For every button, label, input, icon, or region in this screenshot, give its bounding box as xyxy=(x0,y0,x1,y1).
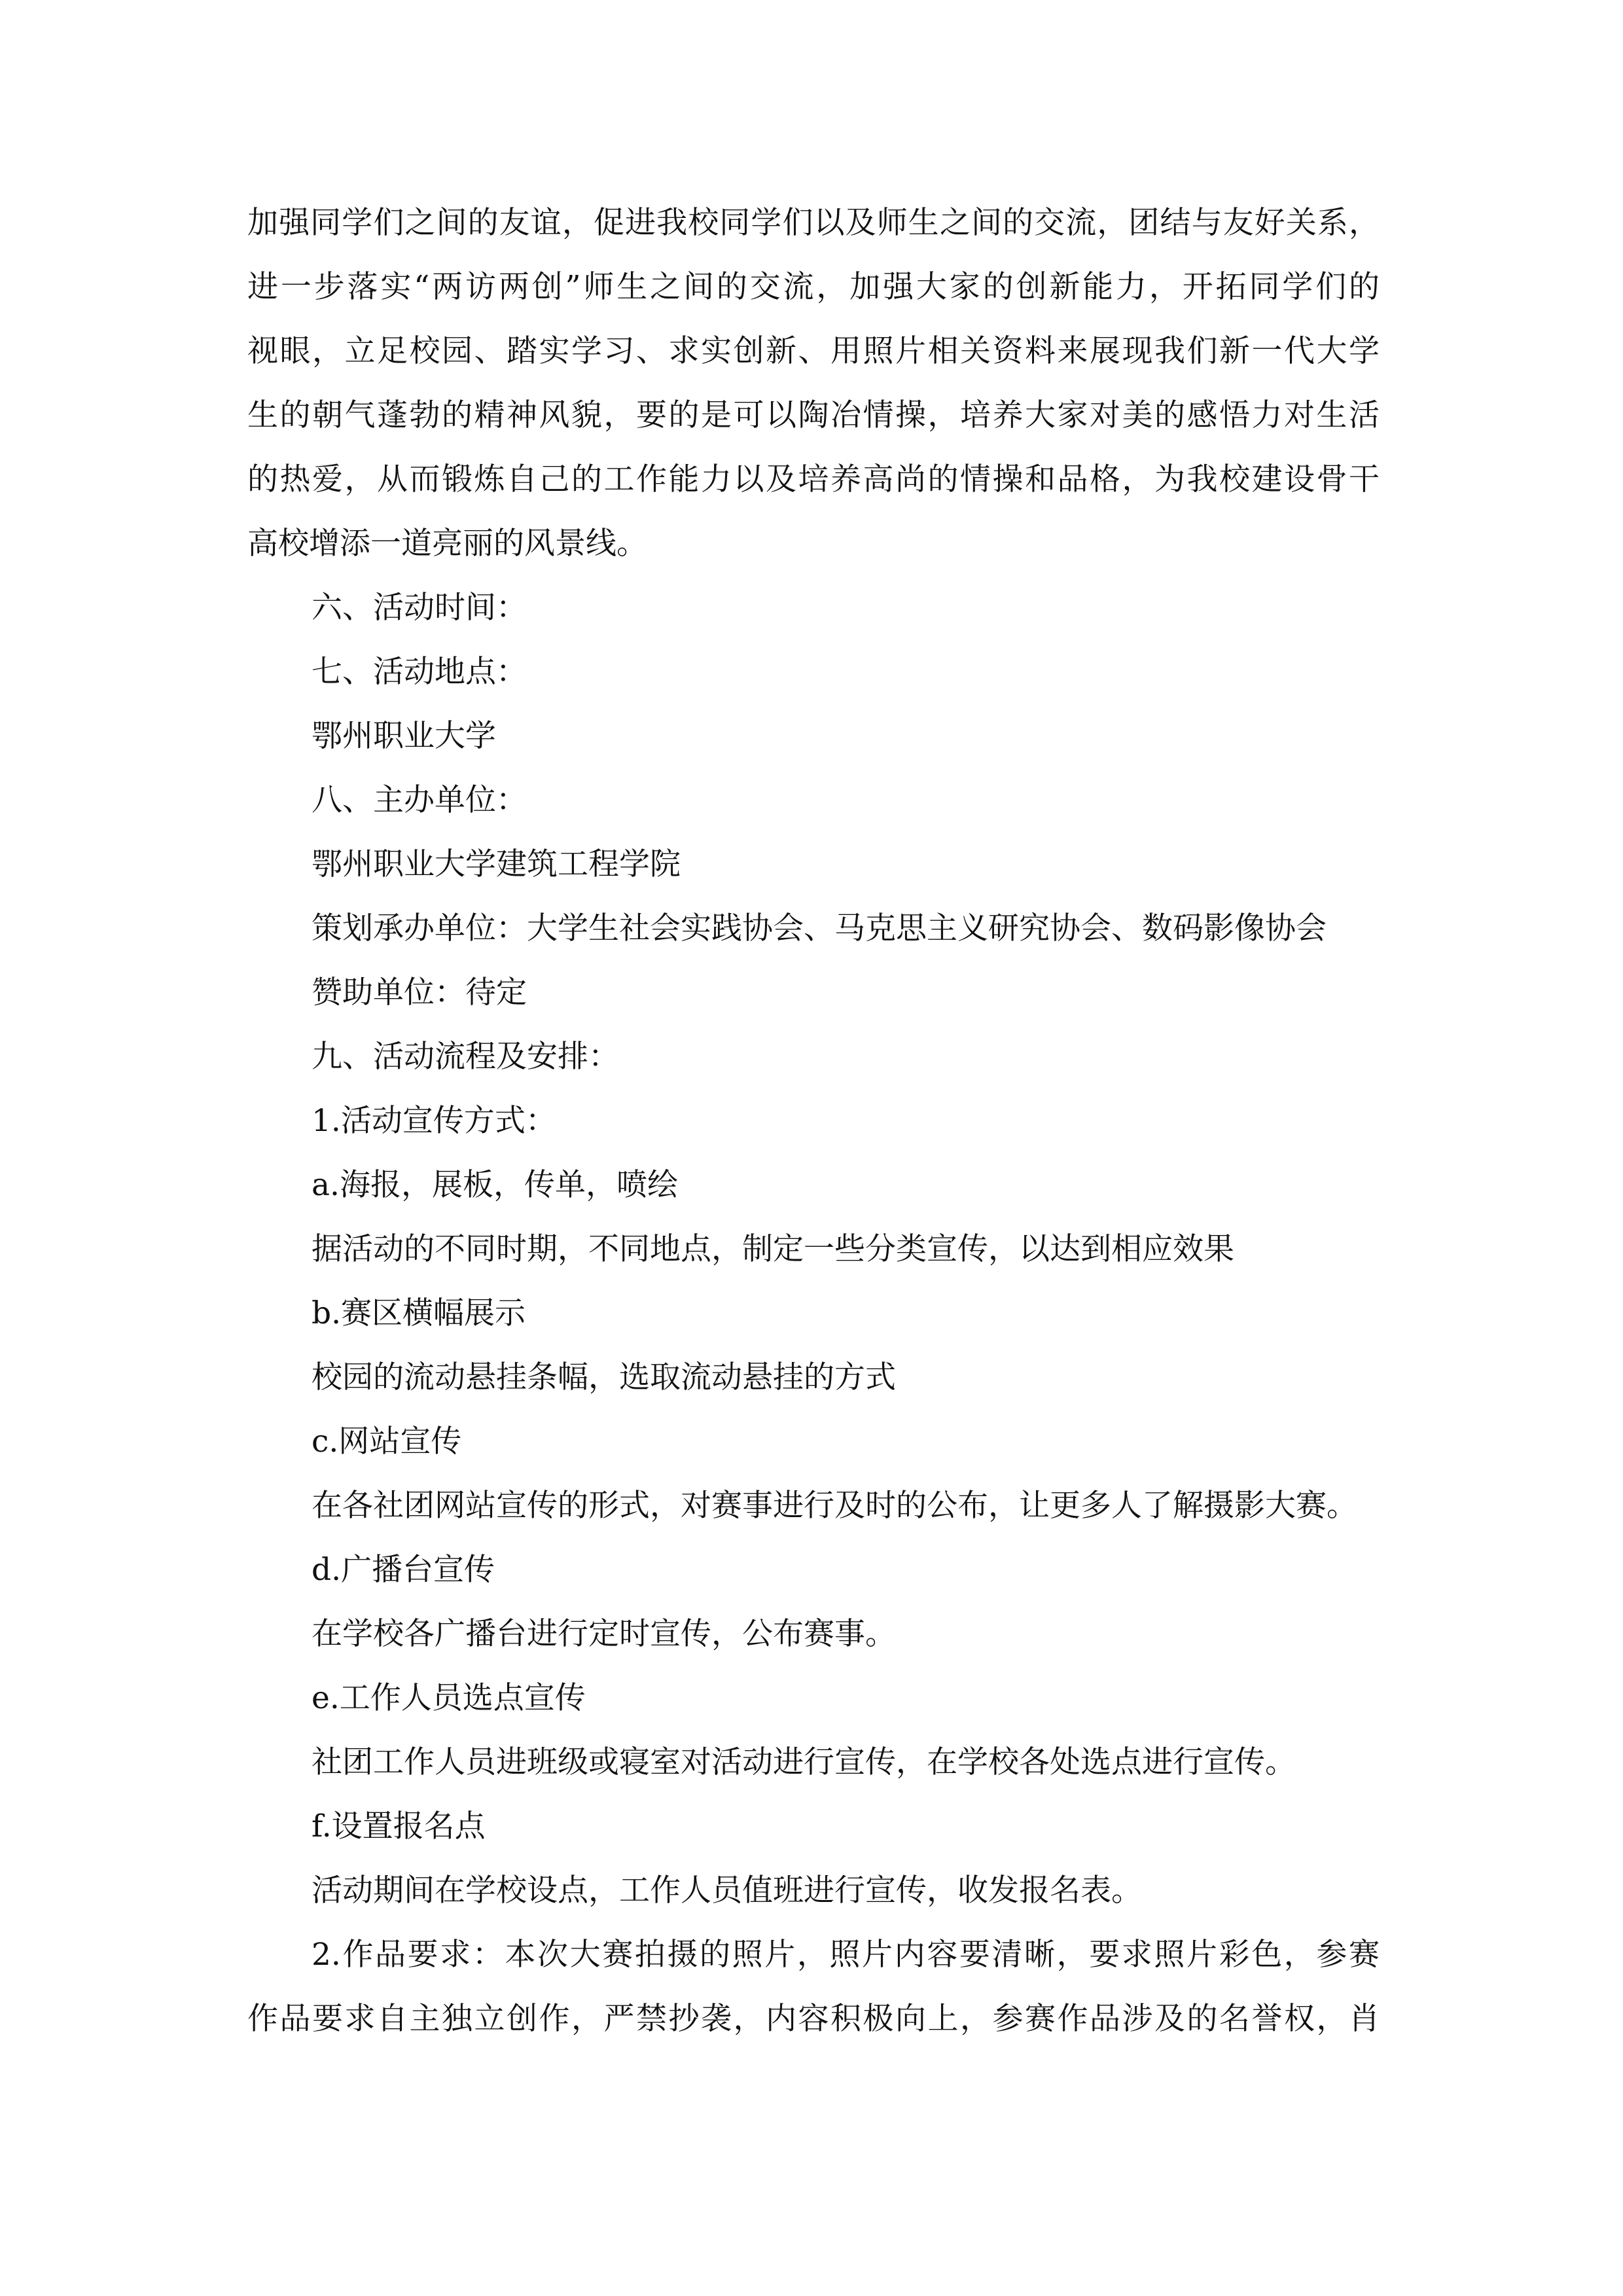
document-body xyxy=(247,191,1380,2051)
paragraph-line: 进一步落实“两访两创”师生之间的交流，加强大家的创新能力，开拓同学们的 xyxy=(247,269,1380,305)
paragraph-line: 视眼，立足校园、踏实学习、求实创新、用照片相关资料来展现我们新一代大学 xyxy=(247,333,1380,369)
list-item-text: 社团工作人员进班级或寝室对活动进行宣传，在学校各处选点进行宣传。 xyxy=(312,1744,1296,1780)
organizer-text: 鄂州职业大学建筑工程学院 xyxy=(312,846,681,882)
list-item-text: 在各社团网站宣传的形式，对赛事进行及时的公布，让更多人了解摄影大赛。 xyxy=(312,1488,1357,1524)
section-heading-location: 七、活动地点： xyxy=(312,654,527,690)
paragraph-line: 的热爱，从而锻炼自己的工作能力以及培养高尚的情操和品格，为我校建设骨干 xyxy=(247,461,1380,497)
paragraph-line: 生的朝气蓬勃的精神风貌，要的是可以陶冶情操，培养大家对美的感悟力对生活 xyxy=(247,397,1380,433)
list-item-label: c.网站宣传 xyxy=(312,1424,462,1460)
list-item-label: e.工作人员选点宣传 xyxy=(312,1680,586,1716)
section-heading-time: 六、活动时间： xyxy=(312,590,527,626)
list-item-label: a.海报，展板，传单，喷绘 xyxy=(312,1167,678,1203)
list-item-label: d.广播台宣传 xyxy=(312,1552,495,1588)
list-item-label: f.设置报名点 xyxy=(312,1808,486,1844)
list-item-text: 活动期间在学校设点，工作人员值班进行宣传，收发报名表。 xyxy=(312,1873,1142,1909)
section-heading-organizer: 八、主办单位： xyxy=(312,782,527,818)
list-item-text: 校园的流动悬挂条幅，选取流动悬挂的方式 xyxy=(312,1359,896,1395)
co-organizer-text: 策划承办单位：大学生社会实践协会、马克思主义研究协会、数码影像协会 xyxy=(312,910,1327,946)
sponsor-text: 赞助单位：待定 xyxy=(312,975,527,1011)
section-heading-process: 九、活动流程及安排： xyxy=(312,1039,619,1075)
paragraph-line: 作品要求自主独立创作，严禁抄袭，内容积极向上，参赛作品涉及的名誉权，肖 xyxy=(247,2001,1380,2037)
paragraph-line: 高校增添一道亮丽的风景线。 xyxy=(247,526,647,562)
list-item-text: 据活动的不同时期，不同地点，制定一些分类宣传，以达到相应效果 xyxy=(312,1231,1234,1267)
location-text: 鄂州职业大学 xyxy=(312,718,496,754)
subheading-promotion: 1.活动宣传方式： xyxy=(312,1103,556,1139)
list-item-text: 在学校各广播台进行定时宣传，公布赛事。 xyxy=(312,1616,896,1652)
list-item-label: b.赛区横幅展示 xyxy=(312,1295,526,1331)
subheading-requirements: 2.作品要求：本次大赛拍摄的照片，照片内容要清晰，要求照片彩色，参赛 xyxy=(312,1937,1380,1973)
paragraph-line: 加强同学们之间的友谊，促进我校同学们以及师生之间的交流，团结与友好关系， xyxy=(247,205,1380,241)
